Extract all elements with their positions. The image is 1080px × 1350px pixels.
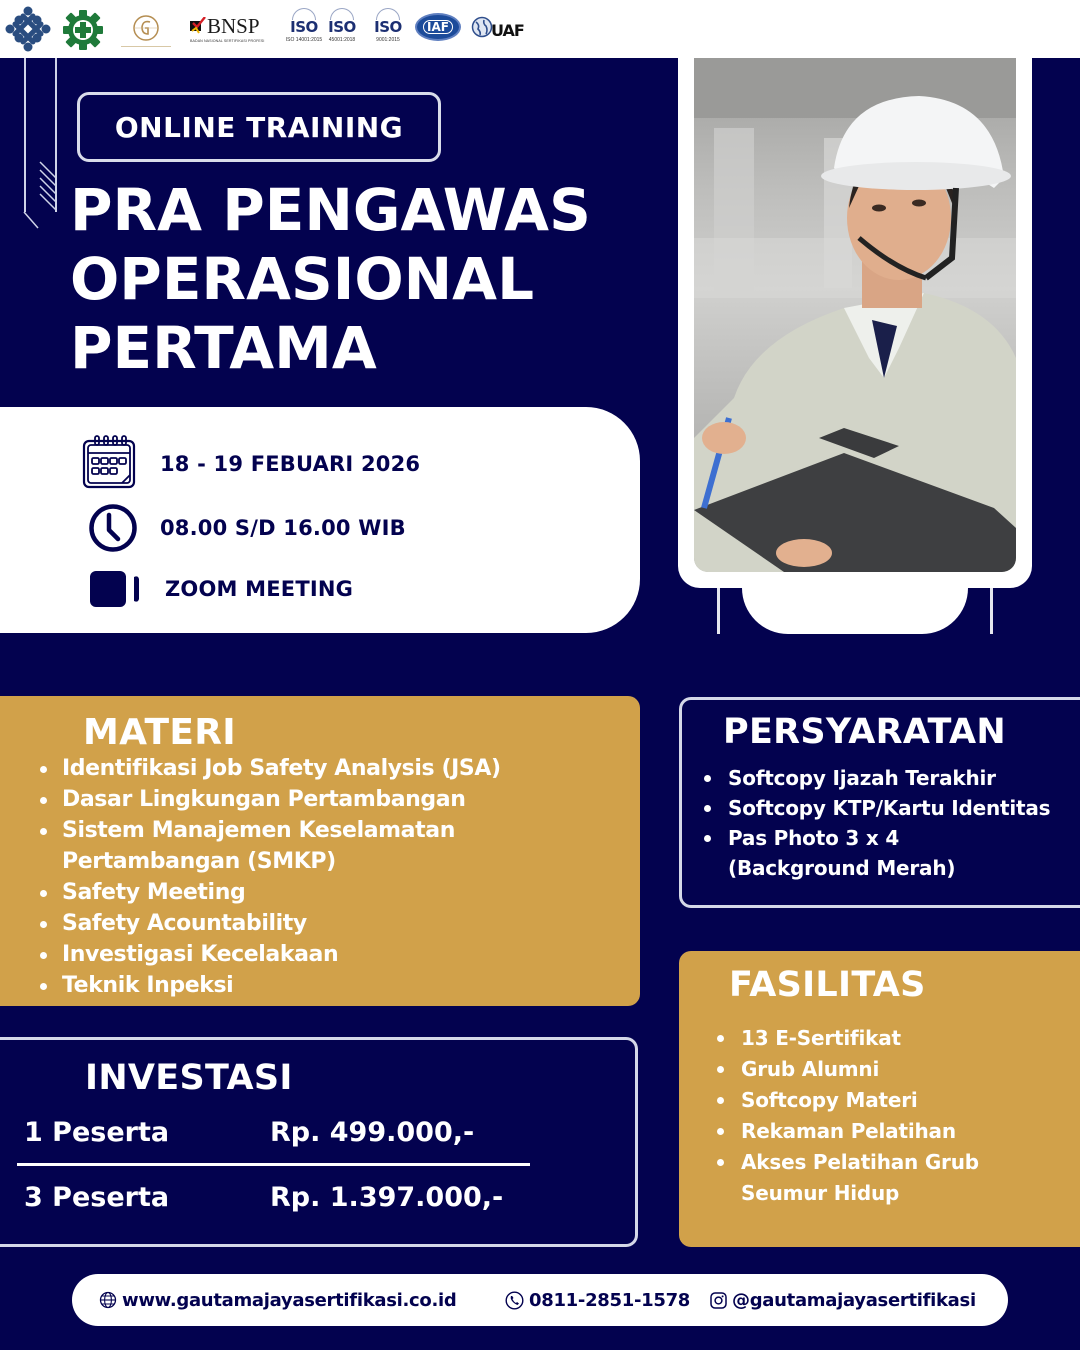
title-line-2: OPERASIONAL xyxy=(70,245,535,313)
iso-45001-logo: ISO 45001:2018 xyxy=(325,8,359,48)
price-divider xyxy=(17,1163,530,1166)
materi-list xyxy=(40,753,600,1001)
bnsp-logo xyxy=(190,10,270,48)
decorative-line xyxy=(55,58,57,172)
date-row xyxy=(82,433,420,489)
iaf-logo: IAF xyxy=(415,13,461,41)
gautama-jaya-logo xyxy=(118,8,174,52)
time-row xyxy=(88,503,406,553)
globe-icon xyxy=(99,1291,117,1309)
platform-row xyxy=(90,571,353,607)
price-value-2: Rp. 1.397.000,- xyxy=(270,1182,504,1213)
photo-frame-leg xyxy=(990,588,993,634)
list-item: Dasar Lingkungan Pertambangan xyxy=(40,784,600,815)
list-item: Akses Pelatihan Grub Seumur Hidup xyxy=(717,1147,1007,1209)
green-gear-cross-icon xyxy=(62,9,104,51)
bnsp-sub: BADAN NASIONAL SERTIFIKASI PROFESI xyxy=(190,38,265,43)
list-item: Teknik Inpeksi xyxy=(40,970,600,1001)
persyaratan-section xyxy=(679,697,1080,908)
price-value-1: Rp. 499.000,- xyxy=(270,1117,475,1148)
fasilitas-list xyxy=(717,1023,1037,1209)
price-label-1: 1 Peserta xyxy=(24,1117,170,1148)
list-item: Safety Meeting xyxy=(40,877,600,908)
diagonal-stripes-decoration xyxy=(22,160,62,232)
instagram-icon xyxy=(710,1292,727,1309)
page-title xyxy=(70,176,670,383)
bnsp-emblem-icon xyxy=(190,17,206,35)
kemnaker-logo xyxy=(4,6,52,52)
badge-label: ONLINE TRAINING xyxy=(114,110,404,144)
list-item: Rekaman Pelatihan xyxy=(717,1116,1037,1147)
photo-frame xyxy=(678,58,1032,588)
iso-14001-logo: ISO ISO 14001:2015 xyxy=(287,8,321,48)
logo-strip xyxy=(0,0,1080,58)
fasilitas-section xyxy=(679,951,1080,1247)
clock-icon xyxy=(88,503,138,553)
bnsp-label: BNSP xyxy=(207,13,260,38)
instagram-text: @gautamajayasertifikasi xyxy=(732,1289,976,1311)
calendar-icon xyxy=(82,433,138,489)
video-camera-icon xyxy=(90,571,148,607)
investasi-title: INVESTASI xyxy=(85,1058,293,1098)
phone-link[interactable] xyxy=(505,1274,690,1326)
iso-9001-logo: ISO 9001:2015 xyxy=(371,8,405,48)
list-item: Safety Acountability xyxy=(40,908,600,939)
photo-frame-leg xyxy=(717,588,720,634)
event-date: 18 - 19 FEBUARI 2026 xyxy=(160,452,421,476)
instagram-link[interactable] xyxy=(710,1274,976,1326)
title-line-1: PRA PENGAWAS xyxy=(70,176,591,244)
worker-illustration xyxy=(694,58,1016,572)
persyaratan-list xyxy=(704,763,1064,883)
materi-section xyxy=(0,696,640,1006)
phone-icon xyxy=(505,1291,524,1310)
price-label-2: 3 Peserta xyxy=(24,1182,170,1213)
globe-icon xyxy=(471,16,493,38)
gold-circle-monogram-icon xyxy=(131,13,161,43)
event-time: 08.00 S/D 16.00 WIB xyxy=(160,516,406,540)
worker-photo xyxy=(694,58,1016,572)
online-training-badge xyxy=(77,92,441,162)
photo-frame-tab xyxy=(742,588,968,634)
interlocking-diamond-icon xyxy=(5,6,51,52)
list-item: Identifikasi Job Safety Analysis (JSA) xyxy=(40,753,600,784)
list-item: Grub Alumni xyxy=(717,1054,1037,1085)
event-info-card xyxy=(0,407,640,633)
materi-title: MATERI xyxy=(83,712,236,753)
list-item: Softcopy KTP/Kartu Identitas xyxy=(704,793,1064,823)
website-link[interactable] xyxy=(99,1274,456,1326)
fasilitas-title: FASILITAS xyxy=(729,965,926,1005)
list-item: 13 E-Sertifikat xyxy=(717,1023,1037,1054)
uaf-logo: UAF xyxy=(471,10,533,44)
website-text: www.gautamajayasertifikasi.co.id xyxy=(122,1289,457,1311)
k3-logo xyxy=(61,8,105,52)
decorative-line xyxy=(24,58,26,174)
title-line-3: PERTAMA xyxy=(70,314,377,382)
phone-text: 0811-2851-1578 xyxy=(529,1289,691,1311)
list-item: Softcopy Ijazah Terakhir xyxy=(704,763,1064,793)
list-item: Investigasi Kecelakaan xyxy=(40,939,600,970)
contact-footer xyxy=(72,1274,1008,1326)
list-item: Pas Photo 3 x 4 (Background Merah) xyxy=(704,823,1044,883)
list-item: Sistem Manajemen Keselamatan Pertambangan (SMKP) xyxy=(40,815,470,877)
event-platform: ZOOM MEETING xyxy=(165,577,354,601)
persyaratan-title: PERSYARATAN xyxy=(723,712,1006,752)
list-item: Softcopy Materi xyxy=(717,1085,1037,1116)
